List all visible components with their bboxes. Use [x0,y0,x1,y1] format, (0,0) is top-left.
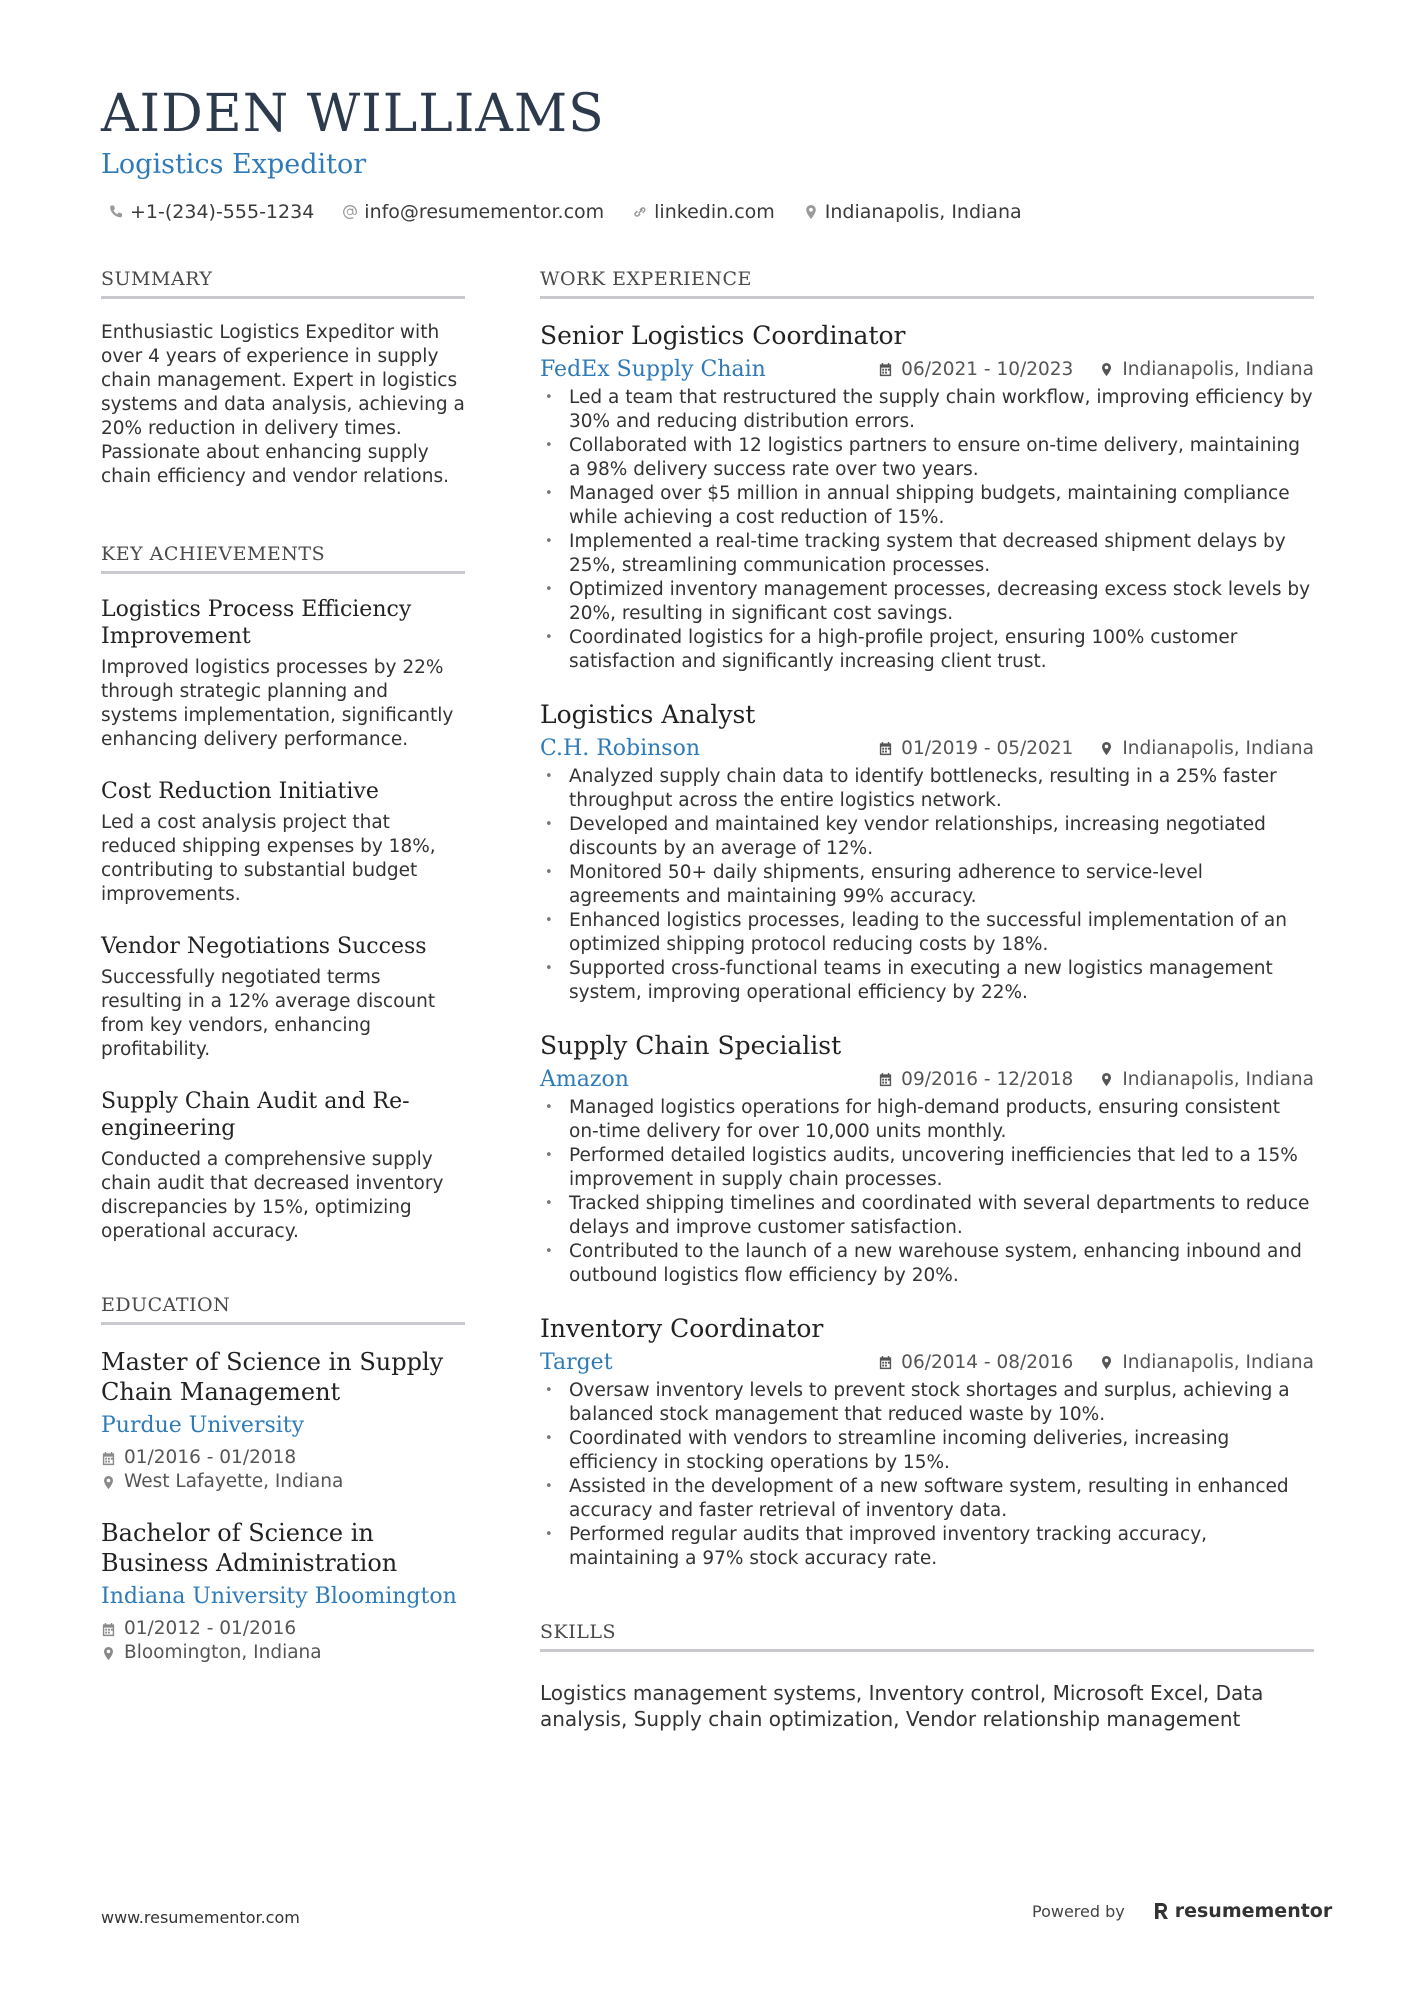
job-meta [878,738,1314,759]
resumementor-logo-icon [1153,1901,1169,1921]
job-entry [540,321,1314,674]
education-location-text: Bloomington, Indiana [124,1642,322,1663]
phone-text: +1-(234)-555-1234 [130,201,315,223]
achievement-desc: Successfully negotiated terms resulting in a 12% average discount from key vendors, enhancing profitability. [101,967,436,1060]
job-bullets [540,1096,1314,1288]
job-bullets [540,386,1314,674]
achievement-title: Logistics Process Efficiency Improvement [101,597,412,649]
location-pin-icon [1099,1355,1114,1370]
job-bullet: • Assisted in the development of a new software system, resulting in enhanced accuracy and faster retrieval of inventory data. [540,1475,1314,1523]
education-dates [101,1446,465,1470]
contact-bar [108,201,1022,223]
job-location [1099,359,1314,380]
link-icon [632,204,648,220]
job-bullet: • Coordinated with vendors to streamline incoming deliveries, increasing efficiency in stocking operations by 15%. [540,1427,1314,1475]
job-bullet: • Analyzed supply chain data to identify bottlenecks, resulting in a 25% faster throughput across the entire logistics network. [540,765,1314,813]
job-dates [878,359,1073,380]
contact-email [342,201,604,223]
location-pin-icon [1099,741,1114,756]
linkedin-text: linkedin.com [654,201,775,223]
education-item [101,1518,465,1665]
job-meta [878,1352,1314,1373]
job-meta-row [540,1350,1314,1375]
calendar-icon [101,1451,116,1466]
candidate-role: Logistics Expeditor [101,149,367,180]
experience-heading: WORK EXPERIENCE [540,268,1314,299]
job-company: Target [540,1350,613,1375]
contact-linkedin [632,201,775,223]
job-bullet: • Oversaw inventory levels to prevent stock shortages and surplus, achieving a balanced stock management that reduced waste by 10%. [540,1379,1314,1427]
achievement-desc: Improved logistics processes by 22% through strategic planning and systems implementation, significantly enhancing delivery performance. [101,657,454,750]
phone-icon [108,204,124,220]
job-dates-text: 06/2014 - 08/2016 [901,1352,1074,1373]
job-meta-row [540,1067,1314,1092]
calendar-icon [878,1355,893,1370]
skills-text: Logistics management systems, Inventory control, Microsoft Excel, Data analysis, Supply chain optimization, Vendor relationship management [540,1681,1264,1731]
job-title: Supply Chain Specialist [540,1031,842,1060]
job-location-text: Indianapolis, Indiana [1122,738,1314,759]
job-bullet: • Performed regular audits that improved inventory tracking accuracy, maintaining a 97% stock accuracy rate. [540,1523,1314,1571]
achievements-heading: KEY ACHIEVEMENTS [101,543,465,574]
job-bullets [540,1379,1314,1571]
education-heading: EDUCATION [101,1294,465,1325]
job-entry [540,1314,1314,1571]
job-bullet: • Enhanced logistics processes, leading to the successful implementation of an optimized shipping protocol reducing costs by 18%. [540,909,1314,957]
job-meta-row [540,357,1314,382]
skills-section [540,1621,1314,1732]
achievement-title: Supply Chain Audit and Re-engineering [101,1089,410,1141]
job-meta-row [540,736,1314,761]
summary-section [101,268,465,489]
skills-heading: SKILLS [540,1621,1314,1652]
calendar-icon [878,1072,893,1087]
job-location-text: Indianapolis, Indiana [1122,1069,1314,1090]
education-degree: Bachelor of Science in Business Administration [101,1519,398,1577]
calendar-icon [878,362,893,377]
education-location [101,1470,465,1494]
job-bullet: • Supported cross-functional teams in executing a new logistics management system, improving operational efficiency by 22%. [540,957,1314,1005]
education-item [101,1347,465,1494]
job-location [1099,1069,1314,1090]
achievement-title: Cost Reduction Initiative [101,779,379,804]
job-location [1099,1352,1314,1373]
job-bullet: • Contributed to the launch of a new warehouse system, enhancing inbound and outbound logistics flow efficiency by 20%. [540,1240,1314,1288]
job-location-text: Indianapolis, Indiana [1122,1352,1314,1373]
job-dates-text: 09/2016 - 12/2018 [901,1069,1074,1090]
job-company: FedEx Supply Chain [540,357,766,382]
education-location [101,1641,465,1665]
powered-by-label: Powered by [1032,1901,1125,1921]
brand-name: resumementor [1174,1900,1333,1922]
job-title: Inventory Coordinator [540,1314,824,1343]
summary-heading: SUMMARY [101,268,465,299]
education-school: Purdue University [101,1413,305,1438]
achievement-item [101,596,465,752]
achievement-desc: Conducted a comprehensive supply chain audit that decreased inventory discrepancies by 15%, optimizing operational accuracy. [101,1149,444,1242]
job-location [1099,738,1314,759]
job-entry [540,700,1314,1005]
job-entry [540,1031,1314,1288]
location-pin-icon [803,204,819,220]
job-title: Logistics Analyst [540,700,756,729]
brand-logo[interactable] [1153,1900,1333,1922]
job-dates [878,1069,1073,1090]
footer-branding [1032,1900,1332,1922]
contact-location [803,201,1022,223]
location-pin-icon [1099,1072,1114,1087]
job-bullet: • Collaborated with 12 logistics partners to ensure on-time delivery, maintaining a 98% delivery success rate over two years. [540,434,1314,482]
job-meta [878,1069,1314,1090]
job-bullet: • Developed and maintained key vendor relationships, increasing negotiated discounts by an average of 12%. [540,813,1314,861]
job-dates [878,1352,1073,1373]
job-title: Senior Logistics Coordinator [540,321,906,350]
calendar-icon [101,1622,116,1637]
job-dates [878,738,1073,759]
achievement-item [101,778,465,907]
job-bullet: • Led a team that restructured the supply chain workflow, improving efficiency by 30% and reducing distribution errors. [540,386,1314,434]
education-section [101,1294,465,1665]
education-school: Indiana University Bloomington [101,1584,457,1609]
education-dates-text: 01/2012 - 01/2016 [124,1618,297,1639]
job-dates-text: 06/2021 - 10/2023 [901,359,1074,380]
achievement-desc: Led a cost analysis project that reduced shipping expenses by 18%, contributing to substantial budget improvements. [101,812,436,905]
right-column [540,268,1314,1732]
education-degree: Master of Science in Supply Chain Management [101,1348,444,1406]
job-bullet: • Optimized inventory management processes, decreasing excess stock levels by 20%, resulting in significant cost savings. [540,578,1314,626]
achievements-section [101,543,465,1244]
education-location-text: West Lafayette, Indiana [124,1471,344,1492]
job-bullet: • Implemented a real-time tracking system that decreased shipment delays by 25%, streamlining communication processes. [540,530,1314,578]
location-pin-icon [101,1646,116,1661]
job-location-text: Indianapolis, Indiana [1122,359,1314,380]
job-bullet: • Managed over $5 million in annual shipping budgets, maintaining compliance while achieving a cost reduction of 15%. [540,482,1314,530]
contact-phone [108,201,314,223]
location-pin-icon [101,1475,116,1490]
job-bullet: • Tracked shipping timelines and coordinated with several departments to reduce delays and improve customer satisfaction. [540,1192,1314,1240]
achievement-item [101,933,465,1062]
achievement-item [101,1088,465,1244]
job-company: Amazon [540,1067,629,1092]
job-meta [878,359,1314,380]
job-dates-text: 01/2019 - 05/2021 [901,738,1074,759]
education-dates [101,1617,465,1641]
at-icon [342,204,358,220]
calendar-icon [878,741,893,756]
left-column [101,268,465,1689]
job-bullet: • Performed detailed logistics audits, uncovering inefficiencies that led to a 15% improvement in supply chain processes. [540,1144,1314,1192]
job-bullet: • Coordinated logistics for a high-profile project, ensuring 100% customer satisfaction and significantly increasing client trust. [540,626,1314,674]
job-company: C.H. Robinson [540,736,701,761]
job-bullet: • Managed logistics operations for high-demand products, ensuring consistent on-time delivery for over 10,000 units monthly. [540,1096,1314,1144]
location-pin-icon [1099,362,1114,377]
location-text: Indianapolis, Indiana [824,201,1022,223]
education-dates-text: 01/2016 - 01/2018 [124,1447,297,1468]
achievement-title: Vendor Negotiations Success [101,934,427,959]
footer-website[interactable]: www.resumementor.com [101,1908,300,1927]
job-bullet: • Monitored 50+ daily shipments, ensuring adherence to service-level agreements and maintaining 99% accuracy. [540,861,1314,909]
summary-text: Enthusiastic Logistics Expeditor with over 4 years of experience in supply chain management. Expert in logistics systems and data analysis, achieving a 20% reduction in delivery times. Passionate about enhancing supply chain efficiency and vendor relations. [101,322,465,487]
email-text: info@resumementor.com [364,201,605,223]
candidate-name: AIDEN WILLIAMS [101,84,605,144]
job-bullets [540,765,1314,1005]
